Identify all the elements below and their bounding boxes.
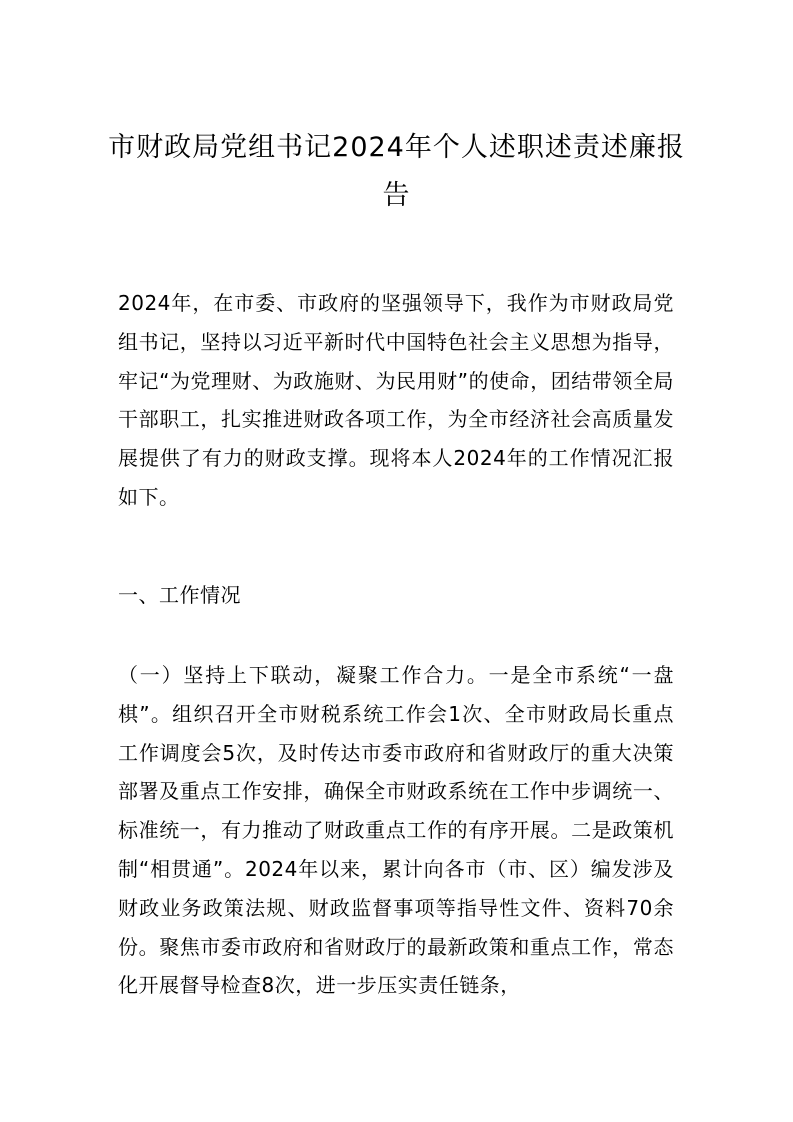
intro-paragraph: 2024年，在市委、市政府的坚强领导下，我作为市财政局党组书记，坚持以习近平新时代中国特色社会主义思想为指导，牢记“为党理财、为政施财、为民用财”的使命，团结带领全局干部职工，扎实推进财政各项工作，为全市经济社会高质量发展提供了有力的财政支撑。现将本人2024年的工作情况汇报如下。 [118,291,674,509]
work-paragraph: （一）坚持上下联动，凝聚工作合力。一是全市系统“一盘棋”。组织召开全市财税系统工作会1次、全市财政局长重点工作调度会5次，及时传达市委市政府和省财政厅的重大决策部署及重点工作安排，确保全市财政系统在工作中步调统一、标准统一，有力推动了财政重点工作的有序开展。二是政策机制“相贯通”。2024年以来，累计向各市（市、区）编发涉及财政业务政策法规、财政监督事项等指导性文件、资料70余份。聚焦市委市政府和省财政厅的最新政策和重点工作，常态化开展督导检查8次，进一步压实责任链条， [118,663,674,998]
document-title: 市财政局党组书记2024年个人述职述责述廉报告 [108,132,685,211]
section-heading: 一、工作情况 [118,583,241,607]
